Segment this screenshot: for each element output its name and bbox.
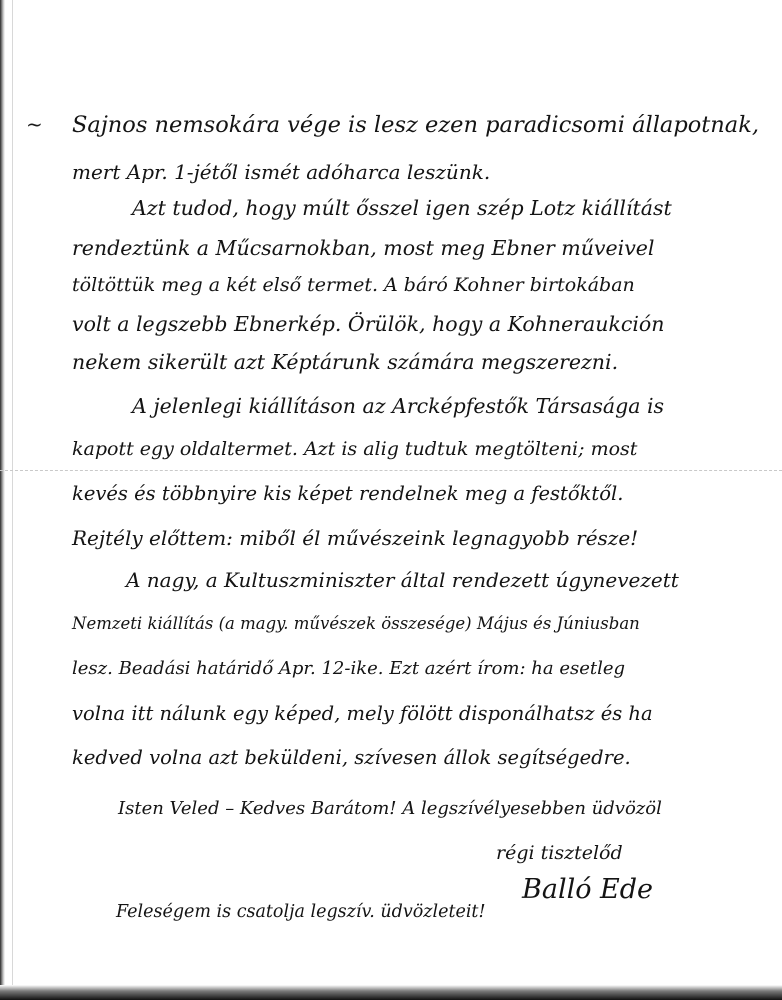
scan-bottom-edge [0, 985, 782, 1000]
letter-signature: Balló Ede [522, 874, 654, 905]
letter-line-16: kedved volna azt beküldeni, szívesen állok segítségedre. [72, 746, 631, 769]
letter-line-4: rendeztünk a Műcsarnokban, most meg Ebner műveivel [72, 236, 655, 260]
scan-margin-line [12, 0, 13, 1000]
letter-line-7: nekem sikerült azt Képtárunk számára megszerezni. [72, 350, 619, 374]
paper-fold-line [0, 470, 782, 471]
letter-line-6: volt a legszebb Ebnerkép. Örülök, hogy a Kohneraukción [72, 312, 665, 336]
letter-postscript: Feleségem is csatolja legszív. üdvözleteit! [116, 902, 486, 922]
letter-closing: Isten Veled – Kedves Barátom! A legszívélyesebben üdvözöl [118, 798, 662, 819]
letter-regards: régi tisztelőd [496, 842, 623, 864]
letter-line-13: Nemzeti kiállítás (a magy. művészek összesége) Május és Júniusban [72, 614, 640, 633]
letter-line-9: kapott egy oldaltermet. Azt is alig tudtuk megtölteni; most [72, 438, 638, 460]
letter-line-10: kevés és többnyire kis képet rendelnek meg a festőktől. [72, 482, 624, 505]
letter-line-11: Rejtély előttem: miből él művészeink legnagyobb része! [72, 526, 639, 550]
letter-line-5: töltöttük meg a két első termet. A báró Kohner birtokában [72, 274, 635, 296]
letter-line-3: Azt tudod, hogy múlt ősszel igen szép Lotz kiállítást [132, 196, 672, 220]
letter-line-15: volna itt nálunk egy képed, mely fölött disponálhatsz és ha [72, 702, 653, 725]
letter-line-2: mert Apr. 1-jétől ismét adóharca leszünk. [72, 160, 491, 184]
letter-line-14: lesz. Beadási határidő Apr. 12-ike. Ezt azért írom: ha esetleg [72, 658, 626, 679]
margin-mark: ~ [26, 112, 43, 136]
scan-left-edge [0, 0, 5, 1000]
letter-line-8: A jelenlegi kiállításon az Arcképfestők Társasága is [132, 394, 665, 418]
letter-line-12: A nagy, a Kultuszminiszter által rendezett úgynevezett [126, 568, 679, 592]
letter-line-1: Sajnos nemsokára vége is lesz ezen paradicsomi állapotnak, [72, 112, 759, 138]
